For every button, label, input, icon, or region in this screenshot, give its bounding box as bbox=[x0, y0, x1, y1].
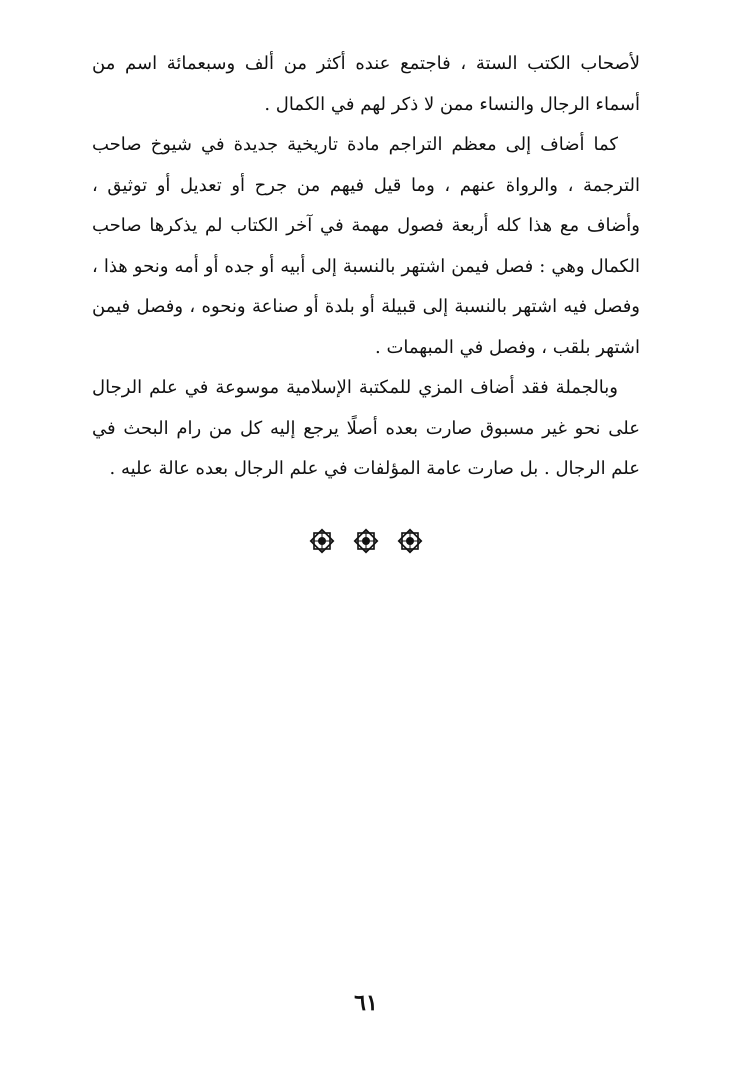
section-divider bbox=[0, 528, 732, 554]
body-text bbox=[92, 44, 640, 490]
paragraph-summary: وبالجملة فقد أضاف المزي للمكتبة الإسلامية موسوعة في علم الرجال على نحو غير مسبوق صارت بعده أصلًا يرجع إليه كل من رام البحث في علم الرجال . بل صارت عامة المؤلفات في علم الرجال بعده عالة عليه . bbox=[92, 377, 640, 479]
ornament-icon bbox=[309, 528, 335, 554]
ornament-icon bbox=[353, 528, 379, 554]
ornament-icon bbox=[397, 528, 423, 554]
paragraph-additions: كما أضاف إلى معظم التراجم مادة تاريخية جديدة في شيوخ صاحب الترجمة ، والرواة عنهم ، وما قيل فيهم من جرح أو تعديل أو توثيق ، وأضاف مع هذا كله أربعة فصول مهمة في آخر الكتاب لم يذكرها صاحب الكمال وهي : فصل فيمن اشتهر بالنسبة إلى أبيه أو جده أو أمه ونحو هذا ، وفصل فيه اشتهر بالنسبة إلى قبيلة أو بلدة أو صناعة ونحوه ، وفصل فيمن اشتهر بلقب ، وفصل في المبهمات . bbox=[92, 134, 640, 358]
page-number: ٦١ bbox=[354, 990, 378, 1016]
paragraph-continuation: لأصحاب الكتب الستة ، فاجتمع عنده أكثر من ألف وسبعمائة اسم من أسماء الرجال والنساء ممن لا ذكر لهم في الكمال . bbox=[92, 53, 640, 115]
